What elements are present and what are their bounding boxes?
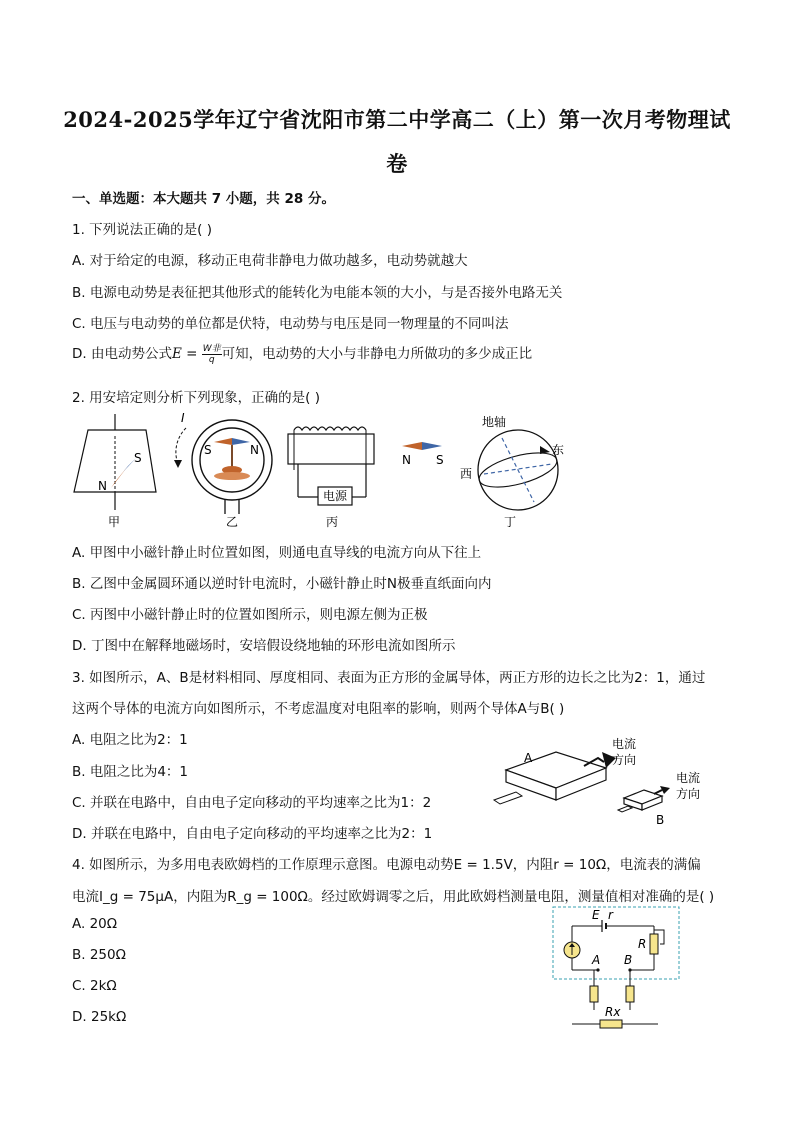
bing-s-label: S: [436, 453, 444, 467]
figure-jia: [74, 414, 156, 529]
jia-caption: 甲: [108, 515, 121, 529]
q4-R-label: R: [638, 937, 647, 951]
q3-current1-line2: 方向: [612, 753, 637, 767]
q3-current2-line1: 电流: [676, 771, 701, 785]
bing-n-label: N: [402, 453, 411, 467]
q4-rx-label: Rx: [605, 1005, 621, 1019]
q1-option-b: B. 电源电动势是表征把其他形式的能转化为电能本领的大小，与是否接外电路无关: [72, 285, 563, 301]
q2-option-b: B. 乙图中金属圆环通以逆时针电流时，小磁针静止时N极垂直纸面向内: [72, 576, 492, 592]
q4-A-label: A: [592, 953, 601, 967]
q4-B-label: B: [624, 953, 633, 967]
bing-power-label: 电源: [323, 489, 348, 503]
q1-d-prefix: D. 由电动势公式: [72, 346, 172, 362]
jia-s-label: S: [134, 451, 142, 465]
figure-bing: [288, 427, 444, 529]
q3-current2-line2: 方向: [676, 787, 701, 801]
q1-d-formula-lhs: E =: [171, 346, 198, 362]
yi-current-label: I: [181, 411, 185, 425]
q1-d-numerator: W非: [202, 343, 221, 354]
q1-d-suffix: 可知，电动势的大小与非静电力所做功的多少成正比: [221, 346, 533, 362]
q4-r-label: r: [608, 908, 613, 922]
q4-circuit-figure: [550, 904, 682, 1030]
ding-east-label: 东: [552, 443, 565, 457]
exam-title-line1: 2024-2025学年辽宁省沈阳市第二中学高二（上）第一次月考物理试: [63, 107, 731, 132]
ding-west-label: 西: [460, 467, 473, 481]
q1-option-c: C. 电压与电动势的单位都是伏特，电动势与电压是同一物理量的不同叫法: [72, 316, 509, 332]
figure-yi: [174, 411, 272, 529]
q3-label-a: A: [524, 751, 533, 765]
q4-stem-line2: 电流I_g = 75μA，内阻为R_g = 100Ω。经过欧姆调零之后，用此欧姆档测量电阻，测量值相对准确的是( ): [72, 889, 715, 905]
yi-s-label: S: [204, 443, 212, 457]
bing-caption: 丙: [326, 515, 339, 529]
ding-caption: 丁: [504, 515, 517, 529]
q1-stem: 1. 下列说法正确的是( ): [72, 222, 212, 238]
q4-e-label: E: [592, 908, 600, 922]
q3-option-b: B. 电阻之比为4：1: [72, 764, 189, 780]
q3-option-d: D. 并联在电路中，自由电子定向移动的平均速率之比为2：1: [72, 826, 433, 842]
q1-d-fraction: [202, 344, 222, 365]
q3-option-c: C. 并联在电路中，自由电子定向移动的平均速率之比为1：2: [72, 795, 432, 811]
q4-option-a: A. 20Ω: [72, 916, 118, 932]
q4-option-b: B. 250Ω: [72, 947, 126, 963]
q1-option-a: A. 对于给定的电源，移动正电荷非静电力做功越多，电动势就越大: [72, 253, 468, 269]
q3-stem-line2: 这两个导体的电流方向如图所示，不考虑温度对电阻率的影响，则两个导体A与B( ): [72, 701, 565, 717]
exam-title-line2: 卷: [386, 151, 408, 176]
q1-option-d: [72, 342, 532, 365]
ding-axis-label: 地轴: [482, 415, 507, 429]
q2-option-a: A. 甲图中小磁针静止时位置如图，则通电直导线的电流方向从下往上: [72, 545, 482, 561]
jia-n-label: N: [98, 479, 107, 493]
q4-option-d: D. 25kΩ: [72, 1009, 127, 1025]
q2-stem: 2. 用安培定则分析下列现象，正确的是( ): [72, 390, 320, 406]
q3-option-a: A. 电阻之比为2：1: [72, 732, 188, 748]
q3-figure: [486, 732, 726, 828]
q4-stem-line1: 4. 如图所示，为多用电表欧姆档的工作原理示意图。电源电动势E = 1.5V，内阻r = 10Ω，电流表的满偏: [72, 857, 701, 873]
q1-d-denominator: q: [208, 354, 215, 365]
q4-option-c: C. 2kΩ: [72, 978, 117, 994]
q2-figures: [68, 408, 588, 532]
q3-current1-line1: 电流: [612, 737, 637, 751]
q2-option-d: D. 丁图中在解释地磁场时，安培假设绕地轴的环形电流如图所示: [72, 638, 456, 654]
yi-caption: 乙: [226, 515, 239, 529]
section-heading: 一、单选题：本大题共 7 小题，共 28 分。: [72, 191, 335, 207]
figure-ding: [460, 414, 564, 529]
q3-stem-line1: 3. 如图所示，A、B是材料相同、厚度相同、表面为正方形的金属导体，两正方形的边长之比为2：1，通过: [72, 670, 706, 686]
yi-n-label: N: [250, 443, 259, 457]
q3-label-b: B: [656, 813, 665, 827]
q2-option-c: C. 丙图中小磁针静止时的位置如图所示，则电源左侧为正极: [72, 607, 428, 623]
